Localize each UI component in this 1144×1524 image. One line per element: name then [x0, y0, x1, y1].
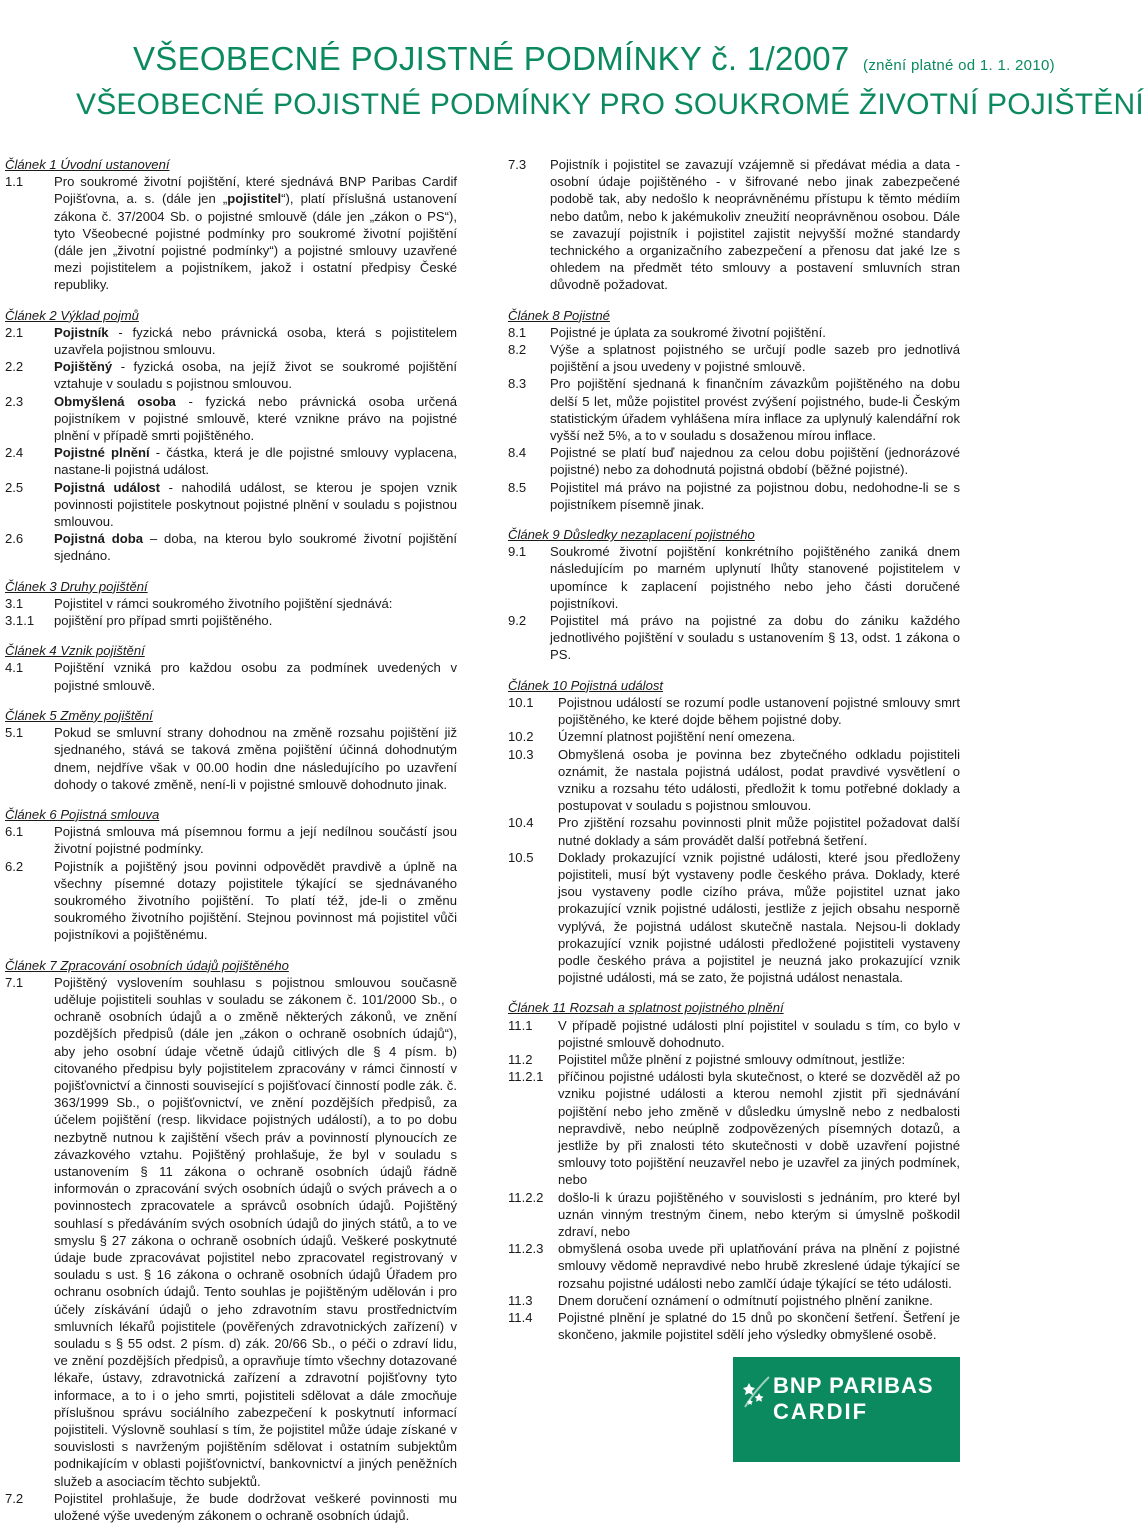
clause-10-3: 10.3 Obmyšlená osoba je povinna bez zbytečného odkladu pojistiteli oznámit, že nastala pojistná událost, podat pravdivé vysvětlení o vzniku a rozsahu této události, předložit k tomu potřebné doklady a postupovat v souladu s pojistnou smlouvou. — [508, 746, 960, 814]
clause-11-2-1: 11.2.1 příčinou pojistné události byla skutečnost, o které se dozvěděl až po vzniku pojistné události a kterou nemohl zjistit při sjednávání pojištění nebo jeho změně v důsledku úmyslně nebo z nedbalosti nepravdivě, nebo neúplně zodpovězených písemných dotazů, a jestliže by při znalosti této skutečnosti v době uzavření pojistné smlouvy toto pojištění neuzavřel nebo je uzavřel za jiných podmínek, nebo — [508, 1069, 960, 1188]
clause-10-4: 10.4 Pro zjištění rozsahu povinnosti plnit může pojistitel požadovat další nutné doklady a sám provádět další potřebná šetření. — [508, 815, 960, 848]
clause-text: Pro soukromé životní pojištění, které sjednává BNP Paribas Cardif Pojišťovna, a. s. (dále jen „pojistitel“), platí příslušná ustanovení zákona č. 37/2004 Sb. o pojistné smlouvě (dále jen „zákon o PS“), tyto Všeobecné pojistné podmínky pro soukromé životní pojištění (dále jen „životní pojistné podmínky“) a pojistné smlouvy uzavřené mezi pojistitelem a pojistníkem, jakož i ostatní předpisy České republiky. — [54, 174, 457, 293]
clause-9-1: 9.1 Soukromé životní pojištění konkrétního pojištěného zaniká dnem následujícím po marném uplynutí lhůty stanovené pojistitelem v upomínce k zaplacení pojistného nebo jeho části doručené pojistníkovi. — [508, 544, 960, 611]
logo-line-1: BNP PARIBAS — [773, 1373, 934, 1398]
article-8-heading: Článek 8 Pojistné — [508, 307, 610, 323]
logo-line-2: CARDIF — [773, 1399, 869, 1424]
title-validity-note: (znění platné od 1. 1. 2010) — [863, 57, 1055, 74]
clause-3-1: 3.1 Pojistitel v rámci soukromého životního pojištění sjednává: — [5, 595, 393, 611]
clause-9-2: 9.2 Pojistitel má právo na pojistné za dobu do zániku každého jednotlivého pojištění v souladu s ustanovením § 13, odst. 1 zákona o PS. — [508, 613, 960, 663]
clause-2-3: 2.3 Obmyšlená osoba - fyzická nebo právnická osoba určená pojistníkem v pojistné smlouvě, které vznikne právo na pojistné plnění v případě smrti pojištěného. — [5, 393, 457, 444]
document-subtitle: VŠEOBECNÉ POJISTNÉ PODMÍNKY PRO SOUKROMÉ ŽIVOTNÍ POJIŠTĚNÍ — [76, 88, 1144, 121]
clause-8-5: 8.5 Pojistitel má právo na pojistné za pojistnou dobu, nedohodne-li se s pojistníkem písemně jinak. — [508, 479, 960, 512]
clause-10-5: 10.5 Doklady prokazující vznik pojistné události, které jsou předloženy pojistiteli, musí být vystaveny podle českého práva. Doklady, které jsou vystaveny podle cizího práva, může pojistitel uznat jako prokazující vznik pojistné události, jestliže z jejich obsahu nesporně vyplývá, že pojistná událost skutečně nastala. Nejsou-li doklady prokazující vznik pojistné události předložené pojistiteli vystaveny podle českého práva a pojistitel je neuzná jako prokazující vznik pojistné události, má se zato, že pojistná událost nenastala. — [508, 849, 960, 986]
right-column — [508, 156, 960, 1343]
clause-11-3: 11.3 Dnem doručení oznámení o odmítnutí pojistného plnění zanikne. — [508, 1292, 933, 1308]
article-3-heading: Článek 3 Druhy pojištění — [5, 578, 148, 594]
bnp-paribas-cardif-logo — [733, 1357, 960, 1462]
clause-11-2-2: 11.2.2 došlo-li k úrazu pojištěného v souvislosti s jednáním, pro které byl uznán vinným trestným činem, nebo kterým si úmyslně poškodil zdraví, nebo — [508, 1189, 960, 1239]
document-title — [133, 40, 1055, 78]
clause-number: 1.1 — [5, 174, 24, 190]
article-9-heading: Článek 9 Důsledky nezaplacení pojistného — [508, 527, 755, 543]
article-7-heading: Článek 7 Zpracování osobních údajů pojištěného — [5, 957, 289, 973]
clause-3-1-1: 3.1.1 pojištění pro případ smrti pojištěného. — [5, 613, 273, 629]
clause-4-1: 4.1 Pojištění vzniká pro každou osobu za podmínek uvedených v pojistné smlouvě. — [5, 660, 457, 693]
clause-11-1: 11.1 V případě pojistné události plní pojistitel v souladu s tím, co bylo v pojistné smlouvě dohodnuto. — [508, 1017, 960, 1050]
article-10-heading: Článek 10 Pojistná událost — [508, 677, 664, 693]
stars-logo-icon — [741, 1373, 771, 1413]
article-6-heading: Článek 6 Pojistná smlouva — [5, 806, 160, 822]
clause-2-4: 2.4 Pojistné plnění - částka, která je dle pojistné smlouvy vyplacena, nastane-li pojistná událost. — [5, 445, 458, 478]
clause-2-2: 2.2 Pojištěný - fyzická osoba, na jejíž život se soukromé pojištění vztahuje v souladu s pojistnou smlouvou. — [5, 359, 457, 392]
clause-2-5: 2.5 Pojistná událost - nahodilá událost, se kterou je spojen vznik povinnosti pojistitele poskytnout pojistné plnění v souladu s pojistnou smlouvou. — [5, 479, 458, 530]
clause-2-6: 2.6 Pojistná doba – doba, na kterou bylo soukromé životní pojištění sjednáno. — [5, 531, 457, 564]
article-1-heading: Článek 1 Úvodní ustanovení — [5, 157, 170, 172]
article-2-heading: Článek 2 Výklad pojmů — [5, 307, 139, 323]
clause-6-1: 6.1 Pojistná smlouva má písemnou formu a její nedílnou součástí jsou životní pojistné podmínky. — [5, 824, 457, 857]
clause-10-2: 10.2 Územní platnost pojištění není omezena. — [508, 729, 796, 745]
clause-5-1: 5.1 Pokud se smluvní strany dohodnou na změně rozsahu pojištění již sjednaného, stává se taková změna pojištění účinná dohodnutým dnem, nejdříve však v 00.00 hodin dne následujícího po uzavření dohody o takové změně, není-li v pojistné smlouvě dohodnuto jinak. — [5, 725, 457, 792]
clause-2-1: 2.1 Pojistník - fyzická nebo právnická osoba, která s pojistitelem uzavřela pojistnou smlouvu. — [5, 324, 457, 358]
article-11-heading: Článek 11 Rozsah a splatnost pojistného plnění — [508, 1000, 784, 1016]
article-4-heading: Článek 4 Vznik pojištění — [5, 643, 145, 659]
left-column — [5, 156, 457, 1524]
clause-8-2: 8.2 Výše a splatnost pojistného se určují podle sazeb pro jednotlivá pojištění a jsou uvedeny v pojistné smlouvě. — [508, 342, 960, 375]
clause-11-4: 11.4 Pojistné plnění je splatné do 15 dnů po skončení šetření. Šetření je skončeno, jakmile pojistitel sdělí jeho výsledky obmyšlené osobě. — [508, 1310, 960, 1343]
clause-11-2-3: 11.2.3 obmyšlená osoba uvede při uplatňování práva na plnění z pojistné smlouvy vědomě nepravdivé nebo hrubě zkreslené údaje týkající se rozsahu pojistné události nebo zamlčí údaje týkající se této události. — [508, 1241, 960, 1291]
article-5-heading: Článek 5 Změny pojištění — [5, 707, 153, 723]
clause-10-1: 10.1 Pojistnou událostí se rozumí podle ustanovení pojistné smlouvy smrt pojištěného, ke které dojde během pojistné doby. — [508, 694, 960, 728]
clause-7-2: 7.2 Pojistitel prohlašuje, že bude dodržovat veškeré povinnosti mu uložené výše uvedeným zákonem o ochraně osobních údajů. — [5, 1490, 457, 1524]
clause-8-1: 8.1 Pojistné je úplata za soukromé životní pojištění. — [508, 324, 826, 340]
clause-8-4: 8.4 Pojistné se platí buď najednou za celou dobu pojištění (jednorázové pojistné) nebo za dohodnutá pojistná období (běžné pojistné). — [508, 445, 960, 478]
clause-7-3: 7.3 Pojistník i pojistitel se zavazují vzájemně si předávat média a data - osobní údaje pojištěného - v šifrované nebo jinak zabezpečené podobě tak, aby nedošlo k neoprávněnému přístupu k těmto médiím nebo datům, nebo k jakémukoliv zneužití neoprávněnou osobou. Dále se zavazují pojistník i pojistitel zajistit nejvyšší možné standardy technického a organizačního zabezpečení a přenosu dat jaké lze s ohledem na předmět této smlouvy a postavení smluvních stran důvodně požadovat. — [508, 157, 960, 293]
clause-6-2: 6.2 Pojistník a pojištěný jsou povinni odpovědět pravdivě a úplně na všechny písemné dotazy pojistitele týkající se sjednávaného soukromého životního pojištění. To platí též, jde-li o změnu soukromého životního pojištění. Stejnou povinnost má pojistitel vůči pojistníkovi a pojištěnému. — [5, 858, 457, 943]
clause-1-1 — [5, 173, 457, 293]
clause-8-3: 8.3 Pro pojištění sjednaná k finančním závazkům pojištěného na dobu delší 5 let, může pojistitel provést zvýšení pojistného, bude-li Českým statistickým úřadem vyhlášena míra inflace za uplynulý kalendářní rok vyšší než 5%, a to v souladu s dosaženou mírou inflace. — [508, 376, 960, 444]
clause-11-2: 11.2 Pojistitel může plnění z pojistné smlouvy odmítnout, jestliže: — [508, 1051, 906, 1067]
clause-7-1: 7.1 Pojištěný vyslovením souhlasu s pojistnou smlouvou současně uděluje pojistiteli souhlas v souladu se zákonem č. 101/2000 Sb., o ochraně osobních údajů a o změně některých zákonů, ve znění pozdějších předpisů (dále jen „zákon o ochraně osobních údajů“), aby jeho osobní údaje včetně údajů citlivých dle § 4 písm. b) citovaného předpisu byly pojistitelem zpracovány v rámci činností v pojišťovnictví a činnosti související s pojišťovací činností podle zák. č. 363/1999 Sb., o pojišťovnictví, ve znění pozdějších předpisů, za účelem pojištění (resp. likvidace pojistných událostí), a to po dobu nezbytně nutnou k zajištění všech práv a povinností plynoucích ze závazkového vztahu. Pojištěný prohlašuje, že byl v souladu s ustanovením § 11 zákona o ochraně osobních údajů řádně informován o zpracování svých osobních údajů o svých právech a o povinnostech zpracovatele a správců osobních údajů. Pojištěný souhlasí s předáváním svých osobních údajů do jiných států, a to ve smyslu § 27 zákona o ochraně osobních údajů. Veškeré poskytnuté údaje bude zpracovávat pojistitel nebo zpracovatel registrovaný v souladu s ust. § 16 zákona o ochraně osobních údajů Úřadem pro ochranu osobních údajů. Tento souhlas je pojištěným udělován i pro účely získávání údajů o jeho zdravotním stavu prostřednictvím smluvních lékařů pojistitele (pověřených zdravotnických zařízení) v souladu s § 55 odst. 2 písm. d) zák. 20/66 Sb., o péči o zdraví lidu, ve znění pozdějších předpisů, a opravňuje tímto všechny dotazované lékaře, ústavy, zdravotnická zařízení a zdravotní pojišťovny tyto informace, a to i o jeho smrti, pojistiteli sdělovat a dále zmocňuje příslušnou správu sociálního zabezpečení k poskytnutí informací pojistiteli. Výslovně souhlasí s tím, že pojistitel může údaje získané v souvislosti s navrženým pojištěním sdělovat i ostatním subjektům podnikajícím v oblasti pojišťovnictví, bankovnictví a jiných peněžních služeb a asociacím těchto subjektů. — [5, 974, 457, 1489]
title-main: VŠEOBECNÉ POJISTNÉ PODMÍNKY č. 1/2007 — [133, 40, 850, 77]
